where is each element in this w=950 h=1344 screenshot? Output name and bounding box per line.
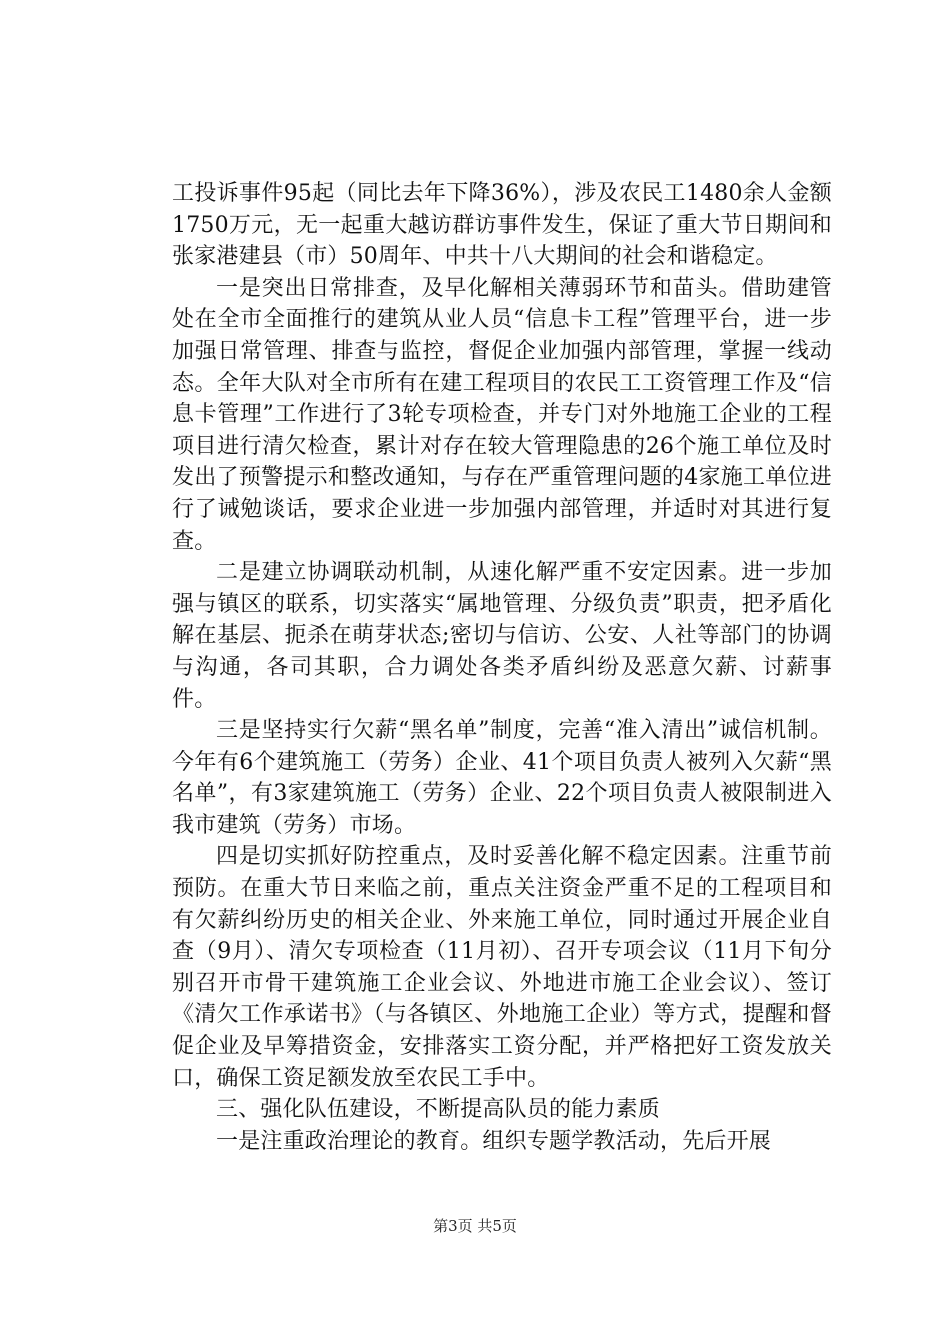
paragraph-point-four: 四是切实抓好防控重点，及时妥善化解不稳定因素。注重节前预防。在重大节日来临之前，重点关注资金严重不足的工程项目和有欠薪纠纷历史的相关企业、外来施工单位，同时通过开展企业自查（9月）、清欠专项检查（11月初）、召开专项会议（11月下旬分别召开市骨干建筑施工企业会议、外地进市施工企业会议）、签订《清欠工作承诺书》（与各镇区、外地施工企业）等方式，提醒和督促企业及早筹措资金，安排落实工资分配，并严格把好工资发放关口，确保工资足额发放至农民工手中。 [172, 844, 832, 1091]
section-heading: 三、强化队伍建设，不断提高队员的能力素质 [216, 1097, 661, 1123]
paragraph-point-three: 三是坚持实行欠薪“黑名单”制度，完善“准入清出”诚信机制。今年有6个建筑施工（劳务）企业、41个项目负责人被列入欠薪“黑名单”，有3家建筑施工（劳务）企业、22个项目负责人被限制进入我市建筑（劳务）市场。 [172, 718, 832, 838]
paragraph-point-two: 二是建立协调联动机制，从速化解严重不安定因素。进一步加强与镇区的联系，切实落实“属地管理、分级负责”职责，把矛盾化解在基层、扼杀在萌芽状态;密切与信访、公安、人社等部门的协调与沟通，各司其职，合力调处各类矛盾纠纷及恶意欠薪、讨薪事件。 [172, 560, 832, 712]
page-number-footer: 第3页 共5页 [433, 1217, 517, 1235]
paragraph-continuation: 工投诉事件95起（同比去年下降36%），涉及农民工1480余人金额1750万元，无一起重大越访群访事件发生，保证了重大节日期间和张家港建县（市）50周年、中共十八大期间的社会和谐稳定。 [172, 181, 832, 270]
paragraph-point-one: 一是突出日常排查，及早化解相关薄弱环节和苗头。借助建管处在全市全面推行的建筑从业人员“信息卡工程”管理平台，进一步加强日常管理、排查与监控，督促企业加强内部管理，掌握一线动态。全年大队对全市所有在建工程项目的农民工工资管理工作及“信息卡管理”工作进行了3轮专项检查，并专门对外地施工企业的工程项目进行清欠检查，累计对存在较大管理隐患的26个施工单位及时发出了预警提示和整改通知，与存在严重管理问题的4家施工单位进行了诫勉谈话，要求企业进一步加强内部管理，并适时对其进行复查。 [172, 275, 832, 554]
document-body [172, 178, 832, 1157]
paragraph-section-start: 一是注重政治理论的教育。组织专题学教活动，先后开展 [216, 1128, 772, 1154]
